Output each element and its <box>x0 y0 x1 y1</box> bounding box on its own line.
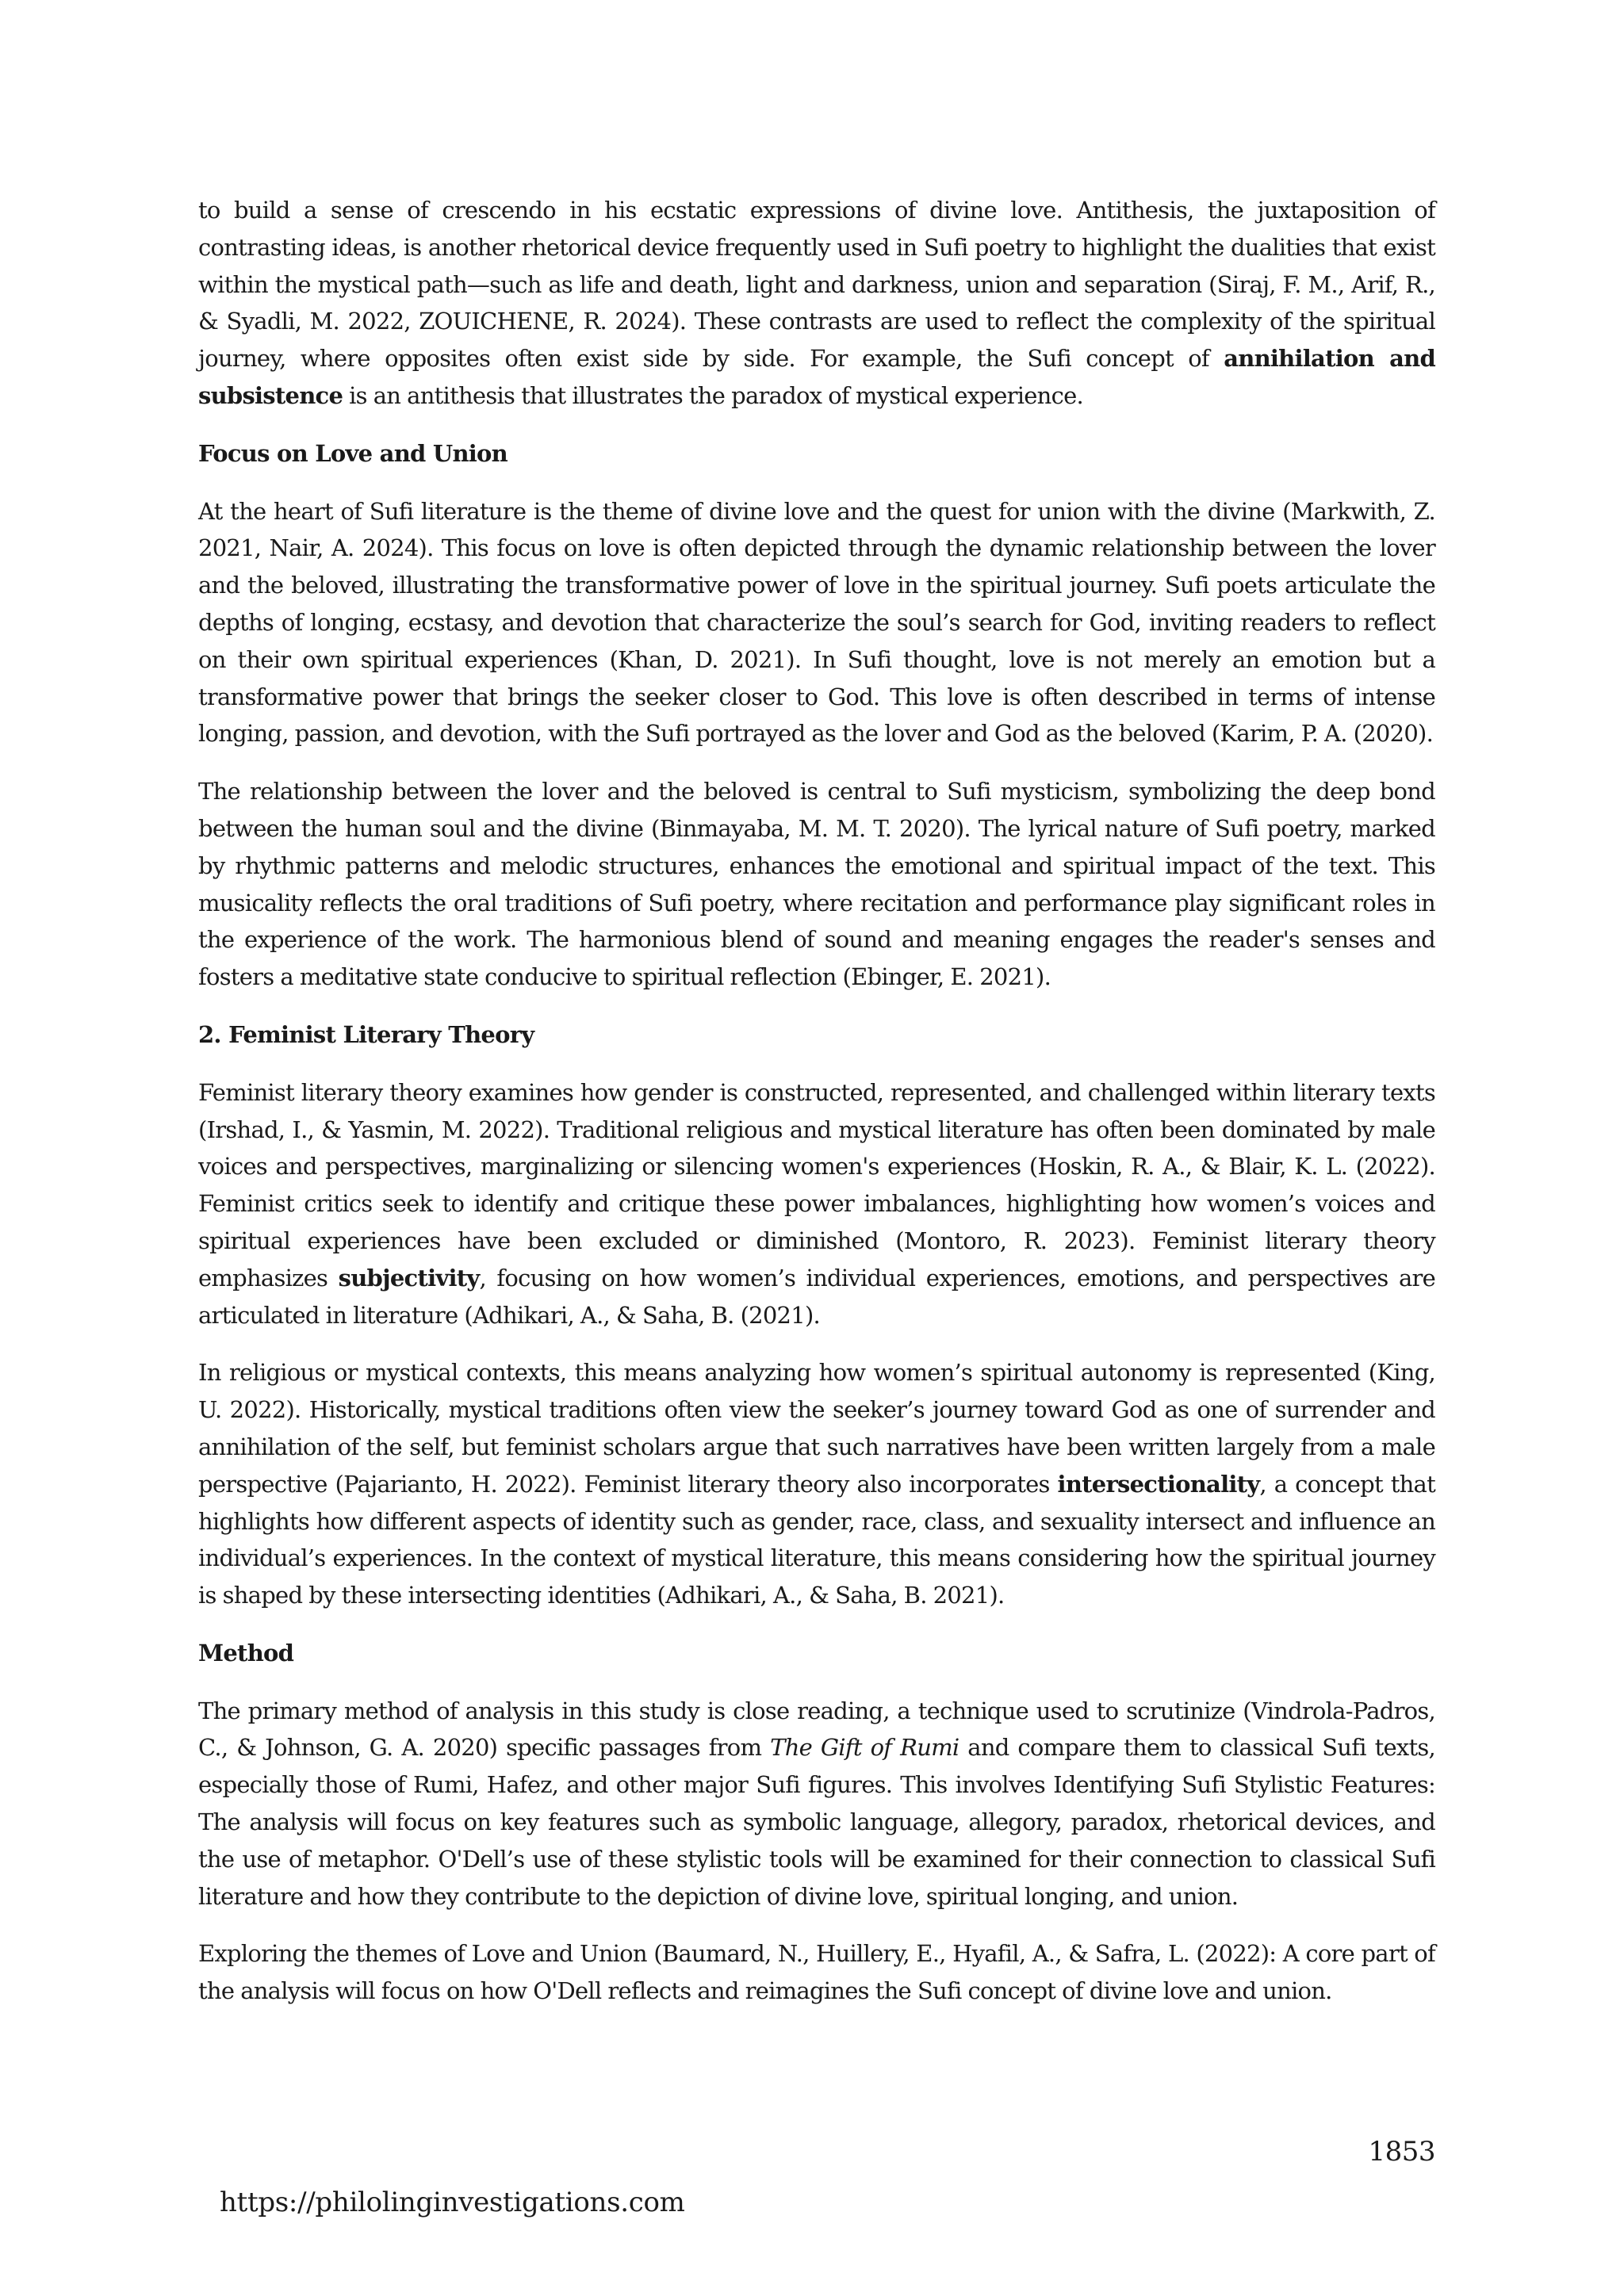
page-body <box>198 192 1435 2030</box>
paragraph-feminist-theory: Feminist literary theory examines how gender is constructed, represented, and challenged within literary texts (Irshad, I., & Yasmin, M. 2022). Traditional religious and mystical literature has often been dominated by male voices and perspectives, marginalizing or silencing women's experiences (Hoskin, R. A., & Blair, K. L. (2022). Feminist critics seek to identify and critique these power imbalances, highlighting how women’s voices and spiritual experiences have been excluded or diminished (Montoro, R. 2023). Feminist literary theory emphasizes subjectivity, focusing on how women’s individual experiences, emotions, and perspectives are articulated in literature (Adhikari, A., & Saha, B. (2021). <box>198 1078 1436 1329</box>
paragraph-divine-love: At the heart of Sufi literature is the theme of divine love and the quest for union with the divine (Markwith, Z. 2021, Nair, A. 2024). This focus on love is often depicted through the dynamic relationship between the lover and the beloved, illustrating the transformative power of love in the spiritual journey. Sufi poets articulate the depths of longing, ecstasy, and devotion that characterize the soul’s search for God, inviting readers to reflect on their own spiritual experiences (Khan, D. 2021). In Sufi thought, love is not merely an emotion but a transformative power that brings the seeker closer to God. This love is often described in terms of intense longing, passion, and devotion, with the Sufi portrayed as the lover and God as the beloved (Karim, P. A. (2020). <box>198 497 1435 748</box>
bold-term-annihilation: annihilation and subsistence <box>198 345 1435 409</box>
paragraph-method: The primary method of analysis in this study is close reading, a technique used to scrutinize (Vindrola-Padros, C., & Johnson, G. A. 2020) specific passages from The Gift of Rumi and compare them to classical Sufi texts, especially those of Rumi, Hafez, and other major Sufi figures. This involves Identifying Sufi Stylistic Features: The analysis will focus on key features such as symbolic language, allegory, paradox, rhetorical devices, and the use of metaphor. O'Dell’s use of these stylistic tools will be examined for their connection to classical Sufi literature and how they contribute to the depiction of divine love, spiritual longing, and union. <box>198 1697 1435 1910</box>
paragraph-love-union-themes: Exploring the themes of Love and Union (Baumard, N., Huillery, E., Hyafil, A., & Safra, L. (2022): A core part of the analysis will focus on how O'Dell reflects and reimagines the Sufi concept of divine love and union. <box>198 1940 1435 2005</box>
heading-feminist-theory: 2. Feminist Literary Theory <box>198 1020 534 1048</box>
paragraph-antithesis: to build a sense of crescendo in his ecstatic expressions of divine love. Antithesis, the juxtaposition of contrasting ideas, is another rhetorical device frequently used in Sufi poetry to highlight the dualities that exist within the mystical path—such as life and death, light and darkness, union and separation (Siraj, F. M., Arif, R., & Syadli, M. 2022, ZOUICHENE, R. 2024). These contrasts are used to reflect the complexity of the spiritual journey, where opposites often exist side by side. For example, the Sufi concept of annihilation and subsistence is an antithesis that illustrates the paradox of mystical experience. <box>198 197 1435 409</box>
italic-title-gift-of-rumi: The Gift of Rumi <box>770 1734 959 1762</box>
page-number: 1853 <box>1368 2136 1435 2168</box>
bold-term-intersectionality: intersectionality <box>1057 1470 1260 1498</box>
paragraph-lover-beloved: The relationship between the lover and the beloved is central to Sufi mysticism, symbolizing the deep bond between the human soul and the divine (Binmayaba, M. M. T. 2020). The lyrical nature of Sufi poetry, marked by rhythmic patterns and melodic structures, enhances the emotional and spiritual impact of the text. This musicality reflects the oral traditions of Sufi poetry, where recitation and performance play significant roles in the experience of the work. The harmonious blend of sound and meaning engages the reader's senses and fosters a meditative state conducive to spiritual reflection (Ebinger, E. 2021). <box>198 778 1435 991</box>
heading-focus-love-union: Focus on Love and Union <box>198 439 508 467</box>
heading-method: Method <box>198 1639 294 1667</box>
paragraph-intersectionality: In religious or mystical contexts, this means analyzing how women’s spiritual autonomy is represented (King, U. 2022). Historically, mystical traditions often view the seeker’s journey toward God as one of surrender and annihilation of the self, but feminist scholars argue that such narratives have been written largely from a male perspective (Pajarianto, H. 2022). Feminist literary theory also incorporates intersectionality, a concept that highlights how different aspects of identity such as gender, race, class, and sexuality intersect and influence an individual’s experiences. In the context of mystical literature, this means considering how the spiritual journey is shaped by these intersecting identities (Adhikari, A., & Saha, B. 2021). <box>198 1359 1435 1609</box>
footer-url: https://philolinginvestigations.com <box>220 2187 685 2218</box>
bold-term-subjectivity: subjectivity <box>338 1264 480 1292</box>
